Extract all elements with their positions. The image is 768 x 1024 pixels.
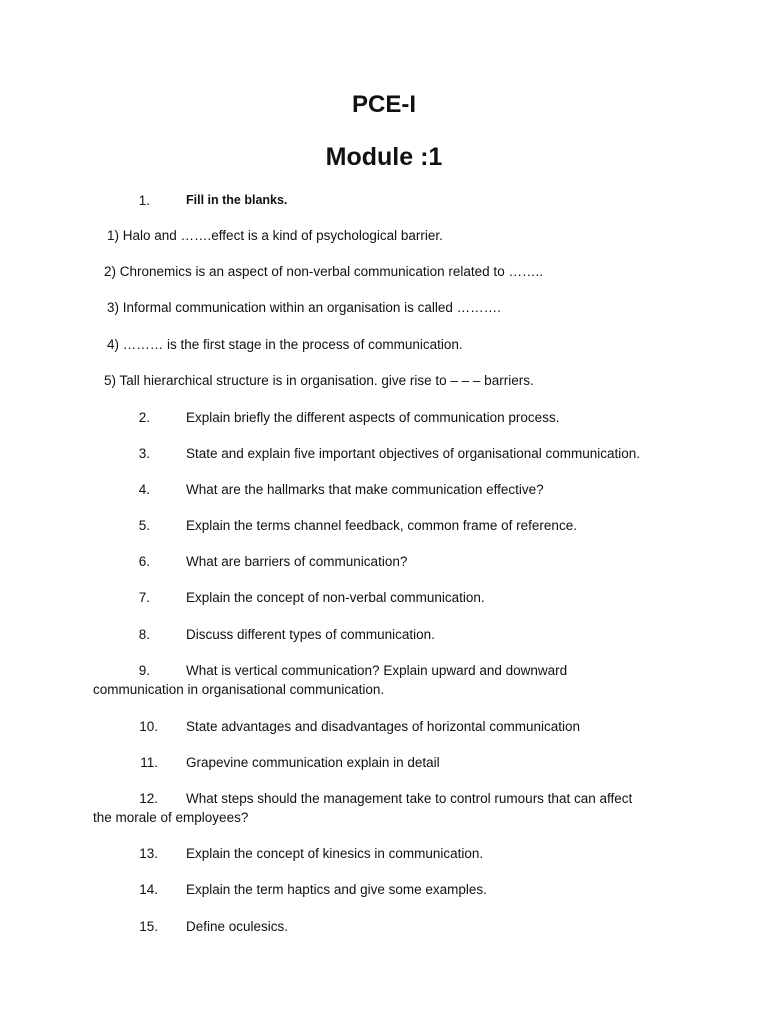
question-number: 12. bbox=[139, 791, 158, 806]
question-number: 7. bbox=[138, 590, 150, 605]
question-text: What are the hallmarks that make communication effective? bbox=[186, 482, 544, 497]
question-text: What are barriers of communication? bbox=[186, 554, 408, 569]
section-1-number: 1. bbox=[138, 193, 150, 208]
question-number: 15. bbox=[139, 919, 158, 934]
question-text: State and explain five important objectives of organisational communication. bbox=[186, 446, 641, 461]
section-1-heading: Fill in the blanks. bbox=[186, 193, 288, 207]
question-number: 4. bbox=[138, 482, 150, 497]
question-number: 3. bbox=[138, 446, 150, 461]
question-text: Explain the term haptics and give some examples. bbox=[186, 882, 487, 897]
question-number: 2. bbox=[138, 410, 150, 425]
question-text: Discuss different types of communication. bbox=[186, 627, 435, 642]
question-text: Explain the concept of non-verbal communication. bbox=[186, 590, 485, 605]
question-text: State advantages and disadvantages of horizontal communication bbox=[186, 719, 581, 734]
blank-item-3: 3) Informal communication within an organisation is called ………. bbox=[107, 300, 501, 315]
blank-item-2: 2) Chronemics is an aspect of non-verbal communication related to …….. bbox=[104, 264, 543, 279]
question-number: 8. bbox=[138, 627, 150, 642]
blank-item-1: 1) Halo and …….effect is a kind of psychological barrier. bbox=[107, 228, 443, 243]
question-number: 13. bbox=[139, 846, 158, 861]
question-number: 6. bbox=[138, 554, 150, 569]
question-text: Explain the terms channel feedback, common frame of reference. bbox=[186, 518, 577, 533]
question-text: Explain briefly the different aspects of communication process. bbox=[186, 410, 560, 425]
question-text: What is vertical communication? Explain upward and downward bbox=[186, 663, 568, 678]
question-number: 14. bbox=[139, 882, 158, 897]
document-title: PCE-I bbox=[351, 91, 416, 118]
question-number: 5. bbox=[138, 518, 150, 533]
question-continuation: the morale of employees? bbox=[93, 810, 249, 825]
blank-item-5: 5) Tall hierarchical structure is in organisation. give rise to – – – barriers. bbox=[104, 373, 534, 388]
question-text: Grapevine communication explain in detail bbox=[186, 755, 440, 770]
question-text: What steps should the management take to control rumours that can affect bbox=[186, 791, 633, 806]
question-text: Define oculesics. bbox=[186, 919, 289, 934]
question-number: 10. bbox=[139, 719, 158, 734]
question-number: 11. bbox=[140, 755, 158, 770]
blank-item-4: 4) ……… is the first stage in the process of communication. bbox=[107, 337, 463, 352]
question-text: Explain the concept of kinesics in communication. bbox=[186, 846, 484, 861]
question-number: 9. bbox=[138, 663, 150, 678]
question-continuation: communication in organisational communication. bbox=[93, 682, 385, 697]
module-heading: Module :1 bbox=[325, 143, 443, 171]
